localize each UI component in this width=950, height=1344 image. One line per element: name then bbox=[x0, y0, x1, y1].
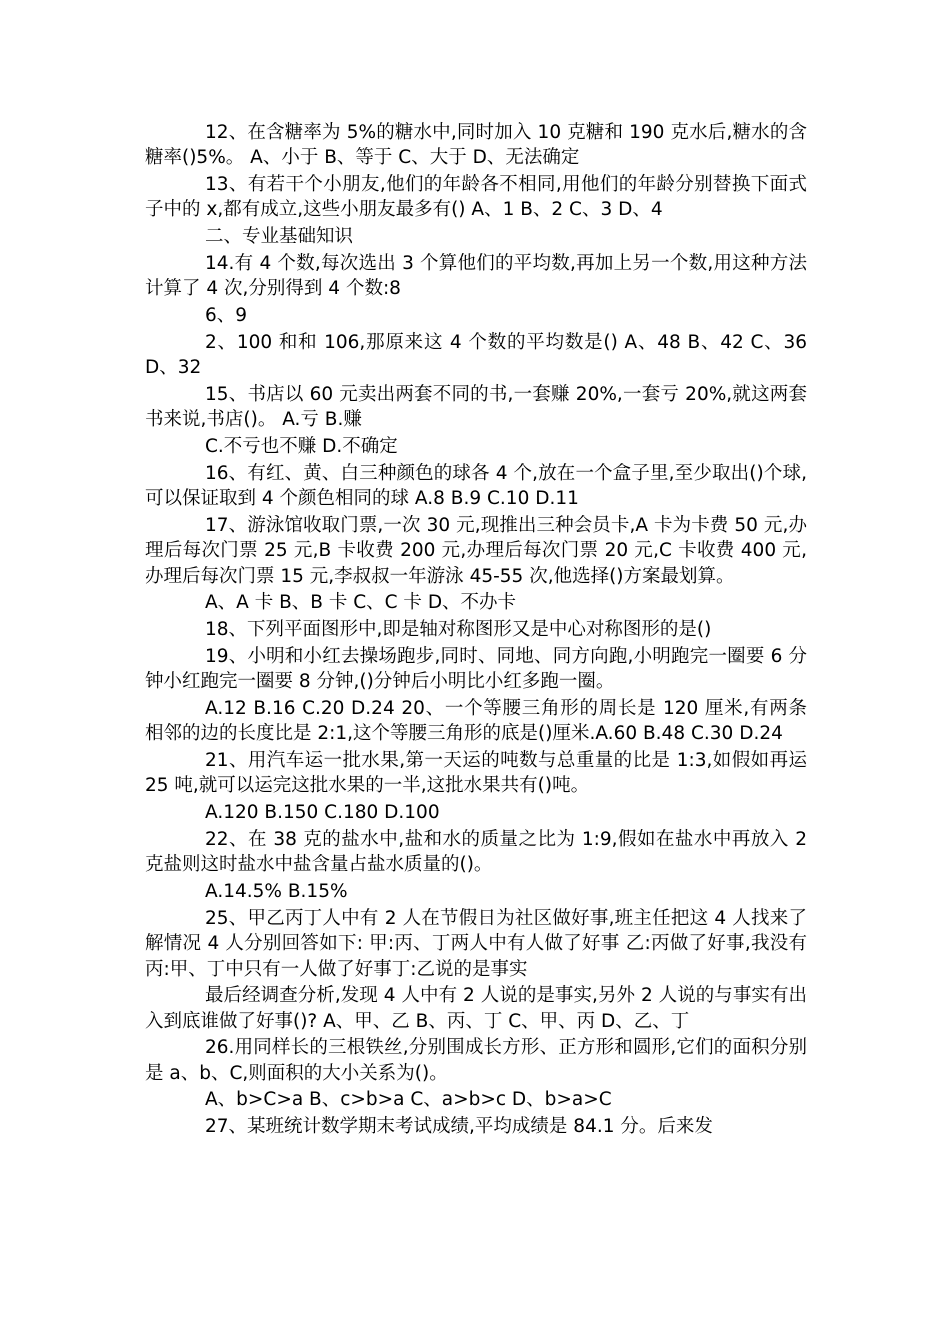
question-25-continued: 最后经调查分析,发现 4 人中有 2 人说的是事实,另外 2 人说的与事实有出入到底谁做了好事()? A、甲、乙 B、丙、丁 C、甲、丙 D、乙、丁 bbox=[145, 985, 807, 1032]
question-19: 19、小明和小红去操场跑步,同时、同地、同方向跑,小明跑完一圈要 6 分钟小红跑完一圈要 8 分钟,()分钟后小明比小红多跑一圈。 bbox=[145, 645, 807, 693]
question-12: 12、在含糖率为 5%的糖水中,同时加入 10 克糖和 190 克水后,糖水的含糖率()5%。 A、小于 B、等于 C、大于 D、无法确定 bbox=[145, 122, 807, 169]
question-15-options: C.不亏也不赚 D.不确定 bbox=[205, 436, 398, 458]
question-21: 21、用汽车运一批水果,第一天运的吨数与总重量的比是 1:3,如假如再运 25 吨,就可以运完这批水果的一半,这批水果共有()吨。 bbox=[145, 750, 807, 797]
question-21-options: A.120 B.150 C.180 D.100 bbox=[205, 802, 440, 824]
question-18: 18、下列平面图形中,即是轴对称图形又是中心对称图形的是() bbox=[205, 619, 712, 641]
question-26: 26.用同样长的三根铁丝,分别围成长方形、正方形和圆形,它们的面积分别是 a、b、C,则面积的大小关系为()。 bbox=[145, 1037, 807, 1084]
section-heading: 二、专业基础知识 bbox=[205, 226, 354, 248]
question-22-options: A.14.5% B.15% bbox=[205, 881, 348, 903]
question-17-options: A、A 卡 B、B 卡 C、C 卡 D、不办卡 bbox=[205, 592, 517, 614]
question-22: 22、在 38 克的盐水中,盐和水的质量之比为 1:9,假如在盐水中再放入 2 克盐则这时盐水中盐含量占盐水质量的()。 bbox=[145, 829, 807, 876]
question-15: 15、书店以 60 元卖出两套不同的书,一套赚 20%,一套亏 20%,就这两套书来说,书店()。 A.亏 B.赚 bbox=[145, 383, 807, 431]
question-25: 25、甲乙丙丁人中有 2 人在节假日为社区做好事,班主任把这 4 人找来了解情况 4 人分别回答如下: 甲:丙、丁两人中有人做了好事 乙:丙做了好事,我没有 丙:甲、丁中只有一人做了好事丁:乙说的是事实 bbox=[145, 907, 807, 980]
question-17: 17、游泳馆收取门票,一次 30 元,现推出三种会员卡,A 卡为卡费 50 元,办理后每次门票 25 元,B 卡收费 200 元,办理后每次门票 20 元,C 卡收费 400 元,办理后每次门票 15 元,李叔叔一年游泳 45-55 次,他选择()方案最划算。 bbox=[145, 514, 807, 587]
question-27: 27、某班统计数学期末考试成绩,平均成绩是 84.1 分。后来发 bbox=[205, 1116, 713, 1138]
question-26-options: A、b>C>a B、c>b>a C、a>b>c D、b>a>C bbox=[205, 1089, 612, 1111]
question-19-options-and-20: A.12 B.16 C.20 D.24 20、一个等腰三角形的周长是 120 厘米,有两条相邻的边的长度比是 2:1,这个等腰三角形的底是()厘米.A.60 B.48 C.30 D.24 bbox=[145, 698, 807, 745]
document-page bbox=[145, 120, 807, 1141]
question-16: 16、有红、黄、白三种颜色的球各 4 个,放在一个盒子里,至少取出()个球,可以保证取到 4 个颜色相同的球 A.8 B.9 C.10 D.11 bbox=[145, 462, 807, 510]
question-13: 13、有若干个小朋友,他们的年龄各不相同,用他们的年龄分别替换下面式子中的 x,都有成立,这些小朋友最多有() A、1 B、2 C、3 D、4 bbox=[145, 174, 807, 221]
question-14-continued: 6、9 bbox=[205, 305, 248, 327]
question-14: 14.有 4 个数,每次选出 3 个算他们的平均数,再加上另一个数,用这种方法计算了 4 次,分别得到 4 个数:8 bbox=[145, 252, 807, 300]
question-14-options: 2、100 和和 106,那原来这 4 个数的平均数是() A、48 B、42 C、36 D、32 bbox=[145, 331, 807, 379]
